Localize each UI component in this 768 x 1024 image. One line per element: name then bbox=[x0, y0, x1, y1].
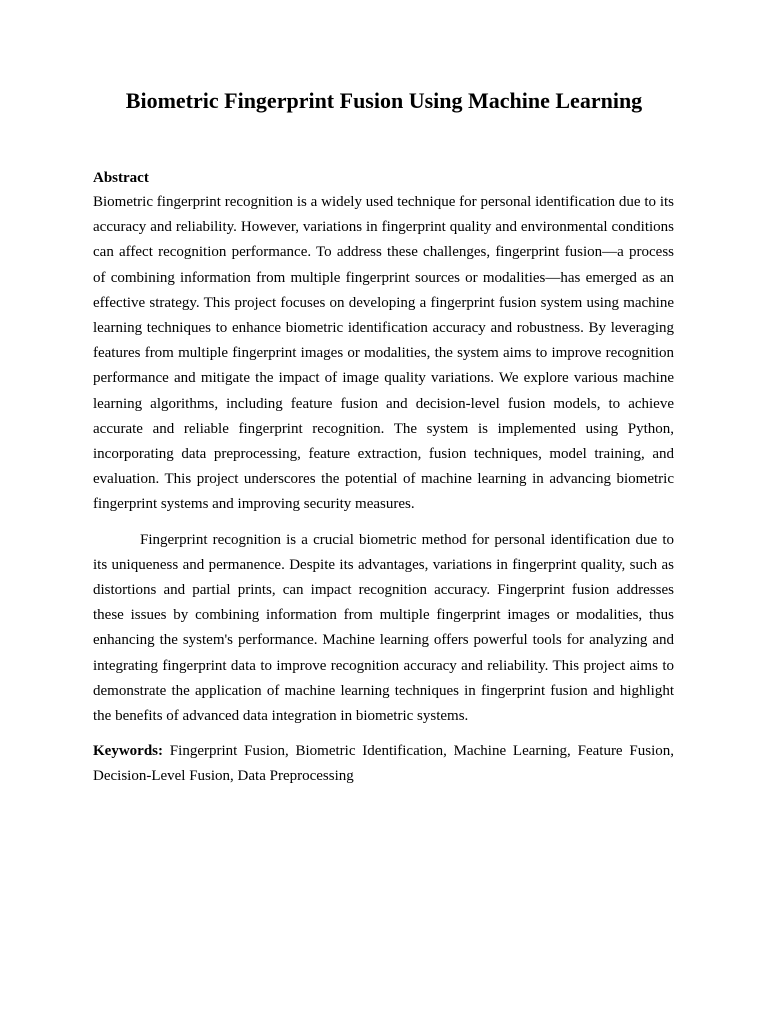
intro-paragraph: Fingerprint recognition is a crucial biometric method for personal identification due to its uniqueness and permanence. Despite its advantages, variations in fingerprint quality, such as distortions and partial prints, can impact recognition accuracy. Fingerprint fusion addresses these issues by combining information from multiple fingerprint images or modalities, thus enhancing the system's performance. Machine learning offers powerful tools for analyzing and integrating fingerprint data to improve recognition accuracy and reliability. This project aims to demonstrate the application of machine learning techniques in fingerprint fusion and highlight the benefits of advanced data integration in biometric systems. bbox=[93, 531, 674, 725]
keywords-text: Fingerprint Fusion, Biometric Identification, Machine Learning, Feature Fusion, Decision-Level Fusion, Data Preprocessing bbox=[93, 743, 674, 785]
document-body bbox=[93, 166, 674, 790]
keywords-label: Keywords: bbox=[93, 743, 163, 760]
keywords-line bbox=[93, 739, 674, 789]
document-title: Biometric Fingerprint Fusion Using Machine Learning bbox=[125, 88, 643, 113]
abstract-paragraph: Biometric fingerprint recognition is a widely used technique for personal identification due to its accuracy and reliability. However, variations in fingerprint quality and environmental conditions can affect recognition performance. To address these challenges, fingerprint fusion—a process of combining information from multiple fingerprint sources or modalities—has emerged as an effective strategy. This project focuses on developing a fingerprint fusion system using machine learning techniques to enhance biometric identification accuracy and robustness. By leveraging features from multiple fingerprint images or modalities, the system aims to improve recognition performance and mitigate the impact of image quality variations. We explore various machine learning algorithms, including feature fusion and decision-level fusion models, to achieve accurate and reliable fingerprint recognition. The system is implemented using Python, incorporating data preprocessing, feature extraction, fusion techniques, model training, and evaluation. This project underscores the potential of machine learning in advancing biometric fingerprint systems and improving security measures. bbox=[93, 194, 674, 513]
abstract-heading: Abstract bbox=[93, 170, 149, 186]
